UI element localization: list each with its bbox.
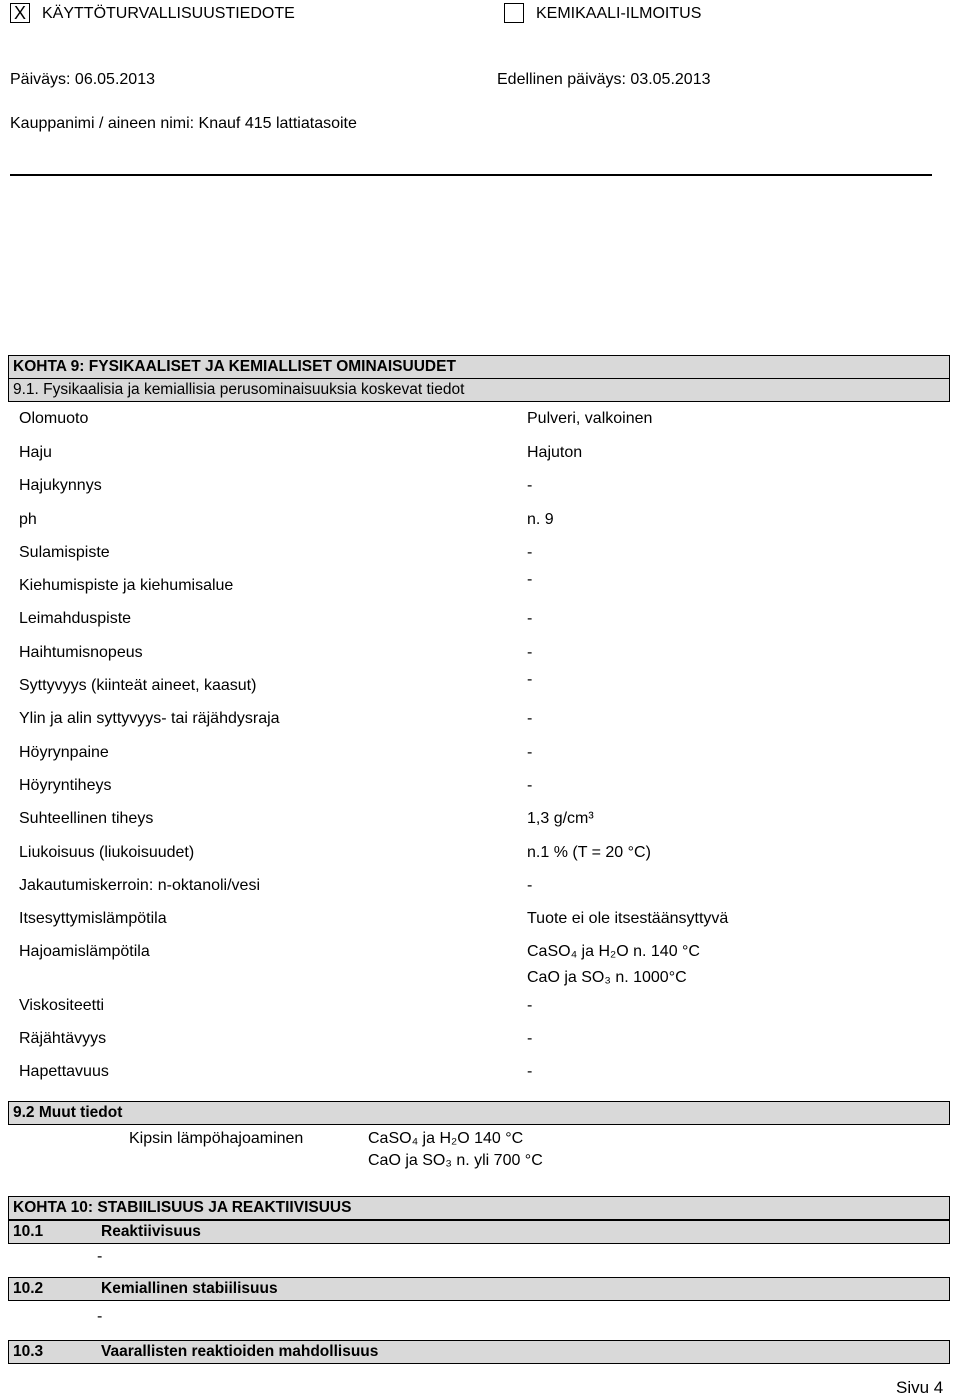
property-value: - [527, 671, 533, 688]
property-value: - [527, 997, 533, 1014]
section-10-1-heading [8, 1220, 950, 1244]
property-label: Leimahduspiste [19, 610, 132, 627]
stability-text: - [97, 1308, 103, 1325]
property-value: - [527, 571, 533, 588]
checkbox-safety-data-sheet[interactable]: X [10, 3, 30, 23]
page-number: Sivu 4 [896, 1378, 944, 1397]
issue-date: Päiväys: 06.05.2013 [10, 71, 155, 88]
reactivity-text: - [97, 1248, 103, 1265]
property-label: Hajukynnys [19, 477, 102, 494]
section-10-2-heading [8, 1277, 950, 1301]
previous-date: Edellinen päiväys: 03.05.2013 [497, 71, 711, 88]
property-label: Hajoamislämpötila [19, 943, 150, 960]
property-value: - [527, 1030, 533, 1047]
property-label: Liukoisuus (liukoisuudet) [19, 844, 195, 861]
property-value: CaSO₄ ja H₂O n. 140 °C [527, 943, 700, 960]
property-value: - [527, 877, 533, 894]
section-title: Kemiallinen stabiilisuus [101, 1280, 278, 1297]
section-number: 10.2 [13, 1280, 44, 1297]
property-value: - [527, 744, 533, 761]
property-value: Tuote ei ole itsestäänsyttyvä [527, 910, 729, 927]
property-label: Itsesyttymislämpötila [19, 910, 167, 927]
property-value: n.1 % (T = 20 °C) [527, 844, 651, 861]
section-10-3-heading [8, 1340, 950, 1364]
property-label: Höyryntiheys [19, 777, 112, 794]
property-value: n. 9 [527, 511, 554, 528]
section-title: Reaktiivisuus [101, 1223, 201, 1240]
property-value-secondary: CaO ja SO₃ n. 1000°C [527, 969, 687, 986]
property-label: Höyrynpaine [19, 744, 109, 761]
property-value: - [527, 644, 533, 661]
section-title: Vaarallisten reaktioiden mahdollisuus [101, 1343, 379, 1360]
property-value: - [527, 777, 533, 794]
checkbox-chemical-notification[interactable] [504, 3, 524, 23]
property-value: Pulveri, valkoinen [527, 410, 653, 427]
property-value: 1,3 g/cm³ [527, 810, 594, 827]
property-value: - [527, 544, 533, 561]
section-number: 10.1 [13, 1223, 44, 1240]
property-value: - [527, 710, 533, 727]
chemical-notification-label: KEMIKAALI-ILMOITUS [536, 5, 702, 22]
section-9-1-heading: 9.1. Fysikaalisia ja kemiallisia perusominaisuuksia koskevat tiedot [8, 378, 950, 402]
section-10-heading: KOHTA 10: STABIILISUUS JA REAKTIIVISUUS [8, 1196, 950, 1220]
property-label: Sulamispiste [19, 544, 110, 561]
property-label: Haihtumisnopeus [19, 644, 143, 661]
property-label: Viskositeetti [19, 997, 105, 1014]
section-9-heading: KOHTA 9: FYSIKAALISET JA KEMIALLISET OMINAISUUDET [8, 355, 950, 379]
property-label: Jakautumiskerroin: n-oktanoli/vesi [19, 877, 260, 894]
section-9-2-heading: 9.2 Muut tiedot [8, 1101, 950, 1125]
property-label: Ylin ja alin syttyvyys- tai räjähdysraja [19, 710, 280, 727]
property-value: - [527, 477, 533, 494]
other-info-value: CaO ja SO₃ n. yli 700 °C [368, 1152, 543, 1169]
property-label: Syttyvyys (kiinteät aineet, kaasut) [19, 677, 257, 694]
property-value: - [527, 1063, 533, 1080]
property-value: - [527, 610, 533, 627]
section-number: 10.3 [13, 1343, 44, 1360]
safety-data-sheet-label: KÄYTTÖTURVALLISUUSTIEDOTE [42, 5, 295, 22]
header-divider [10, 174, 932, 176]
property-label: Räjähtävyys [19, 1030, 107, 1047]
property-label: Hapettavuus [19, 1063, 109, 1080]
product-name: Kauppanimi / aineen nimi: Knauf 415 lattiatasoite [10, 115, 357, 132]
property-label: ph [19, 511, 37, 528]
property-value: Hajuton [527, 444, 583, 461]
property-label: Haju [19, 444, 52, 461]
other-info-label: Kipsin lämpöhajoaminen [129, 1130, 304, 1147]
other-info-value: CaSO₄ ja H₂O 140 °C [368, 1130, 524, 1147]
property-label: Kiehumispiste ja kiehumisalue [19, 577, 234, 594]
property-label: Suhteellinen tiheys [19, 810, 154, 827]
property-label: Olomuoto [19, 410, 89, 427]
